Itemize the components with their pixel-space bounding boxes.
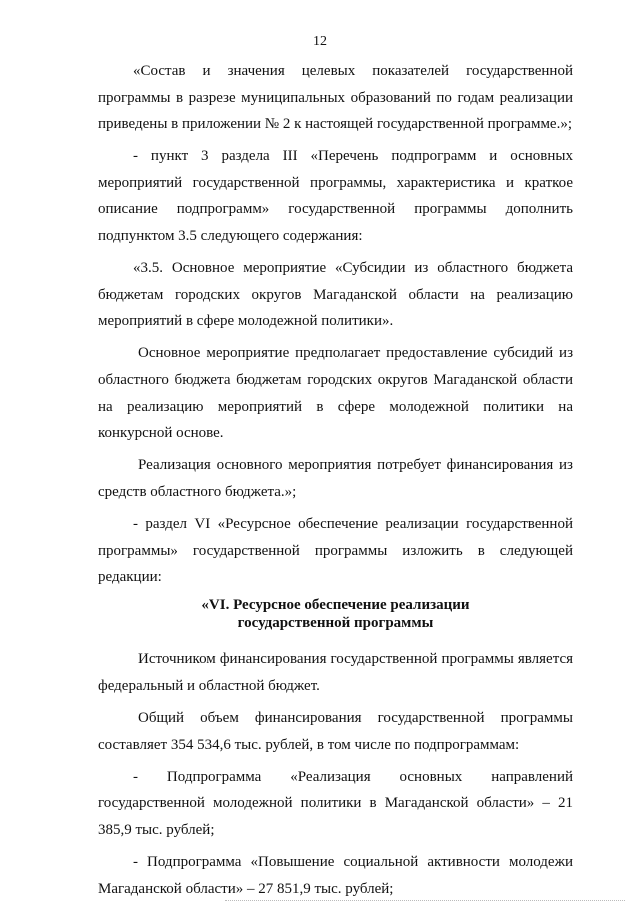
document-body [98,58,573,908]
paragraph-activity-funding: Реализация основного мероприятия потребует финансирования из средств областного бюджета.»; [98,457,573,500]
section-heading [98,596,573,632]
paragraph-total-funding: Общий объем финансирования государственной программы составляет 354 534,6 тыс. рублей, в том числе по подпрограммам: [98,709,573,753]
paragraph-subprogram-2: - Подпрограмма «Повышение социальной активности молодежи Магаданской области» – 27 851,9 тыс. рублей; [98,853,573,897]
page-number: 12 [313,34,327,49]
section-heading-line-2: государственной программы [237,615,434,632]
footer-divider [225,900,625,901]
paragraph-activity-description: Основное мероприятие предполагает предоставление субсидий из областного бюджета бюджетам городских округов Магаданской области на реализацию мероприятий в сфере молодежной политики на конкурсной основе. [98,345,573,442]
paragraph-subprogram-1: - Подпрограмма «Реализация основных направлений государственной молодежной политики в Магаданской области» – 21 385,9 тыс. рублей; [98,768,573,838]
section-heading-line-1: «VI. Ресурсное обеспечение реализации [201,597,470,614]
paragraph-amend-section-6: - раздел VI «Ресурсное обеспечение реализации государственной программы» государственной программы изложить в следующей редакции: [98,516,573,586]
paragraph-funding-sources: Источником финансирования государственной программы является федеральный и областной бюджет. [98,651,573,694]
paragraph-amend-section-3: - пункт 3 раздела III «Перечень подпрограмм и основных мероприятий государственной программы, характеристика и краткое описание подпрограмм» государственной программы дополнить подпунктом 3.5 следующего содержания: [98,148,573,245]
paragraph-subitem-3-5: «3.5. Основное мероприятие «Субсидии из областного бюджета бюджетам городских округов Магаданской области на реализацию мероприятий в сфере молодежной политики». [98,260,573,330]
paragraph-targets-reference: «Состав и значения целевых показателей государственной программы в разрезе муниципальных образований по годам реализации приведены в приложении № 2 к настоящей государственной программе.»; [98,63,573,133]
